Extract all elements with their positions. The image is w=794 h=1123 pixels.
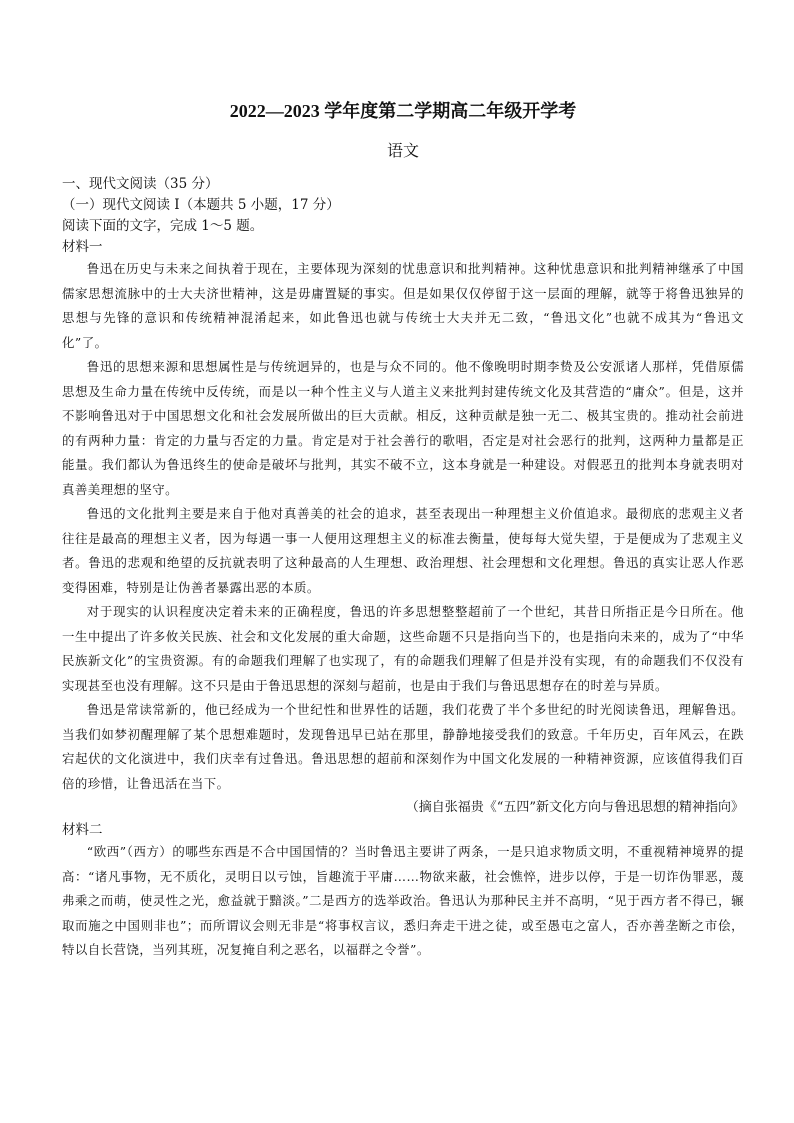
material-1-label: 材料一	[62, 239, 103, 255]
subject-title: 语文	[386, 141, 419, 160]
material-1-paragraph: 鲁迅的文化批判主要是来自于他对真善美的社会的追求，甚至表现出一种理想主义价值追求。最彻底的悲观主义者往往是最高的理想主义者，因为每遇一事一人便用这理想主义的标准去衡量，使每每大觉失望，于是便成为了悲观主义者。鲁迅的悲观和绝望的反抗就表明了这种最高的人生理想、政治理想、社会理想和文化理想。鲁迅的真实让恶人作恶变得困难，特别是让伪善者暴露出恶的本质。	[62, 506, 744, 595]
material-1-source: （摘自张福贵《“五四”新文化方向与鲁迅思想的精神指向》	[405, 800, 744, 815]
material-2-paragraph: “欧西”（西方）的哪些东西是不合中国国情的？当时鲁迅主要讲了两条，一是只追求物质文明，不重视精神境界的提高：“诸凡事物，无不质化，灵明日以亏蚀，旨趣流于平庸……物欲来蔽，社会憔悴，进步以停，于是一切诈伪罪恶，蔑弗乘之而萌，使灵性之光，愈益就于黯淡。”二是西方的选举政治。鲁迅认为那种民主并不高明，“见于西方者不得已，辗取而施之中国则非也”；而所谓议会则无非是“将事权言议，悉归奔走干进之徒，或至愚屯之富人，否亦善垄断之市侩，特以自长营饶，当列其班，况复掩自利之恶名，以福群之令誉”。	[62, 844, 744, 957]
material-1-paragraph: 对于现实的认识程度决定着未来的正确程度，鲁迅的许多思想整整超前了一个世纪，其昔日所指正是今日所在。他一生中提出了许多攸关民族、社会和文化发展的重大命题，这些命题不只是指向当下的，也是指向未来的，成为了“中华民族新文化”的宝贵资源。有的命题我们理解了也实现了，有的命题我们理解了但是并没有实现，有的命题我们不仅没有实现甚至也没有理解。这不只是由于鲁迅思想的深刻与超前，也是由于我们与鲁迅思想存在的时差与异质。	[62, 604, 744, 693]
section-subheading: （一）现代文阅读 I（本题共 5 小题，17 分）	[62, 197, 340, 213]
section-heading: 一、现代文阅读（35 分）	[62, 176, 219, 192]
material-1-paragraph: 鲁迅的思想来源和思想属性是与传统迥异的，也是与众不同的。他不像晚明时期李贽及公安派诸人那样，凭借原儒思想及生命力量在传统中反传统，而是以一种个性主义与人道主义来批判封建传统文化及其营造的“庸众”。但是，这并不影响鲁迅对于中国思想文化和社会发展所做出的巨大贡献。相反，这种贡献是独一无二、极其宝贵的。推动社会前进的有两种力量：肯定的力量与否定的力量。肯定是对于社会善行的歌唱，否定是对社会恶行的批判，这两种力量都是正能量。我们都认为鲁迅终生的使命是破坏与批判，其实不破不立，这本身就是一种建设。对假恶丑的批判本身就表明对真善美理想的坚守。	[62, 359, 744, 497]
reading-instruction: 阅读下面的文字，完成 1～5 题。	[62, 218, 264, 234]
material-1-paragraph: 鲁迅在历史与未来之间执着于现在，主要体现为深刻的忧患意识和批判精神。这种忧患意识和批判精神继承了中国儒家思想流脉中的士大夫济世精神，这是毋庸置疑的事实。但是如果仅仅停留于这一层面的理解，就等于将鲁迅独异的思想与先锋的意识和传统精神混淆起来，如此鲁迅也就与传统士大夫并无二致，“鲁迅文化”也就不成其为“鲁迅文化”了。	[62, 261, 744, 350]
material-2-label: 材料二	[62, 822, 103, 838]
material-1-paragraph: 鲁迅是常读常新的，他已经成为一个世纪性和世界性的话题，我们花费了半个多世纪的时光阅读鲁迅，理解鲁迅。当我们如梦初醒理解了某个思想难题时，发现鲁迅早已站在那里，静静地接受我们的致意。千年历史，百年风云，在跌宕起伏的文化演进中，我们庆幸有过鲁迅。鲁迅思想的超前和深刻作为中国文化发展的一种精神资源，应该值得我们百倍的珍惜，让鲁迅活在当下。	[62, 702, 744, 791]
exam-title: 2022—2023 学年度第二学期高二年级开学考	[229, 101, 577, 121]
